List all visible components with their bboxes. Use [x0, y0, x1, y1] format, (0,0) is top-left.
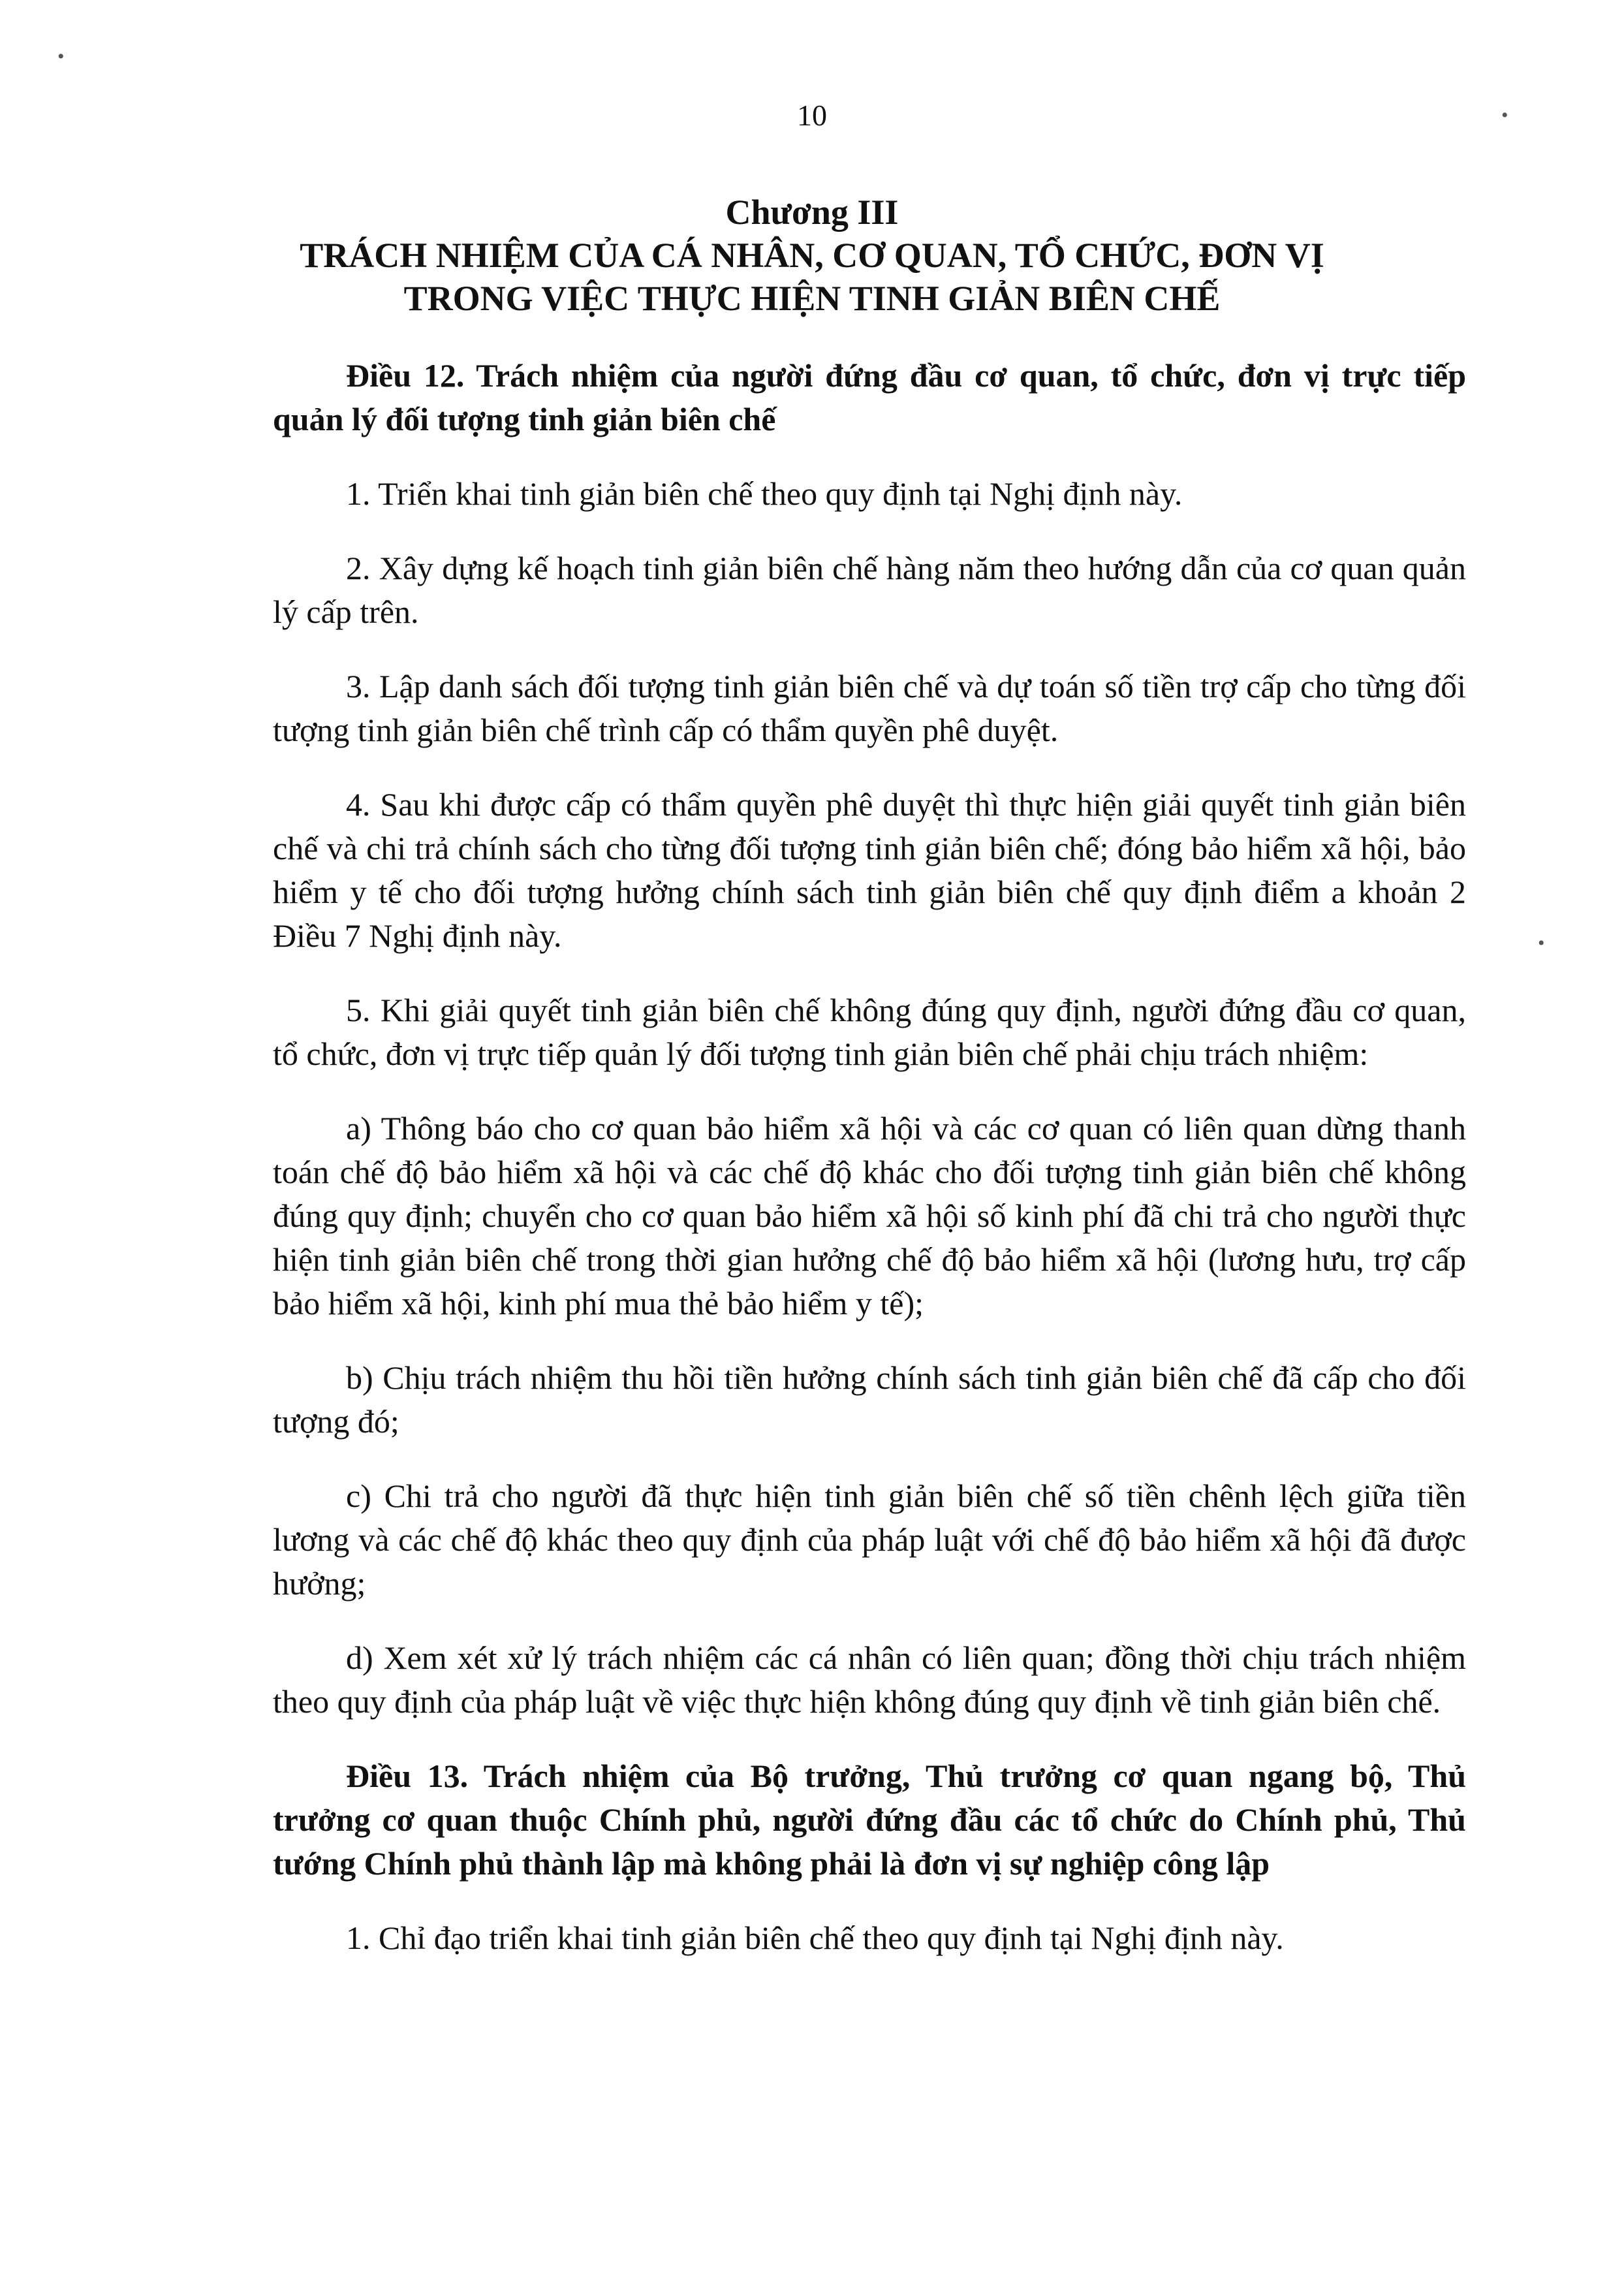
article-12-subitem-a: a) Thông báo cho cơ quan bảo hiểm xã hội và các cơ quan có liên quan dừng thanh toán chế độ bảo hiểm xã hội và các chế độ khác cho đối tượng tinh giản biên chế không đúng quy định; chuyển cho cơ quan bảo hiểm xã hội số kinh phí đã chi trả cho người thực hiện tinh giản biên chế trong thời gian hưởng chế độ bảo hiểm xã hội (lương hưu, trợ cấp bảo hiểm xã hội, kinh phí mua thẻ bảo hiểm y tế);	[273, 1110, 1466, 1321]
article-12-subitem-b: b) Chịu trách nhiệm thu hồi tiền hưởng chính sách tinh giản biên chế đã cấp cho đối tượng đó;	[273, 1359, 1466, 1440]
article-12-item-1: 1. Triển khai tinh giản biên chế theo quy định tại Nghị định này.	[346, 475, 1183, 512]
page-number: 10	[797, 99, 827, 132]
chapter-title-line-1: TRÁCH NHIỆM CỦA CÁ NHÂN, CƠ QUAN, TỔ CHỨC, ĐƠN VỊ	[300, 236, 1324, 275]
chapter-heading	[196, 191, 1428, 320]
article-12-item-5: 5. Khi giải quyết tinh giản biên chế không đúng quy định, người đứng đầu cơ quan, tổ chức, đơn vị trực tiếp quản lý đối tượng tinh giản biên chế phải chịu trách nhiệm:	[273, 992, 1466, 1072]
article-13-item-1: 1. Chỉ đạo triển khai tinh giản biên chế theo quy định tại Nghị định này.	[346, 1920, 1284, 1956]
article-12-item-3: 3. Lập danh sách đối tượng tinh giản biên chế và dự toán số tiền trợ cấp cho từng đối tượng tinh giản biên chế trình cấp có thẩm quyền phê duyệt.	[273, 668, 1466, 748]
scan-speck: •	[57, 46, 65, 67]
scan-speck: •	[1501, 104, 1508, 126]
article-12-item-4: 4. Sau khi được cấp có thẩm quyền phê duyệt thì thực hiện giải quyết tinh giản biên chế và chi trả chính sách cho từng đối tượng tinh giản biên chế; đóng bảo hiểm xã hội, bảo hiểm y tế cho đối tượng hưởng chính sách tinh giản biên chế quy định điểm a khoản 2 Điều 7 Nghị định này.	[273, 786, 1466, 954]
article-12-item-2: 2. Xây dựng kế hoạch tinh giản biên chế hàng năm theo hướng dẫn của cơ quan quản lý cấp trên.	[273, 550, 1466, 630]
chapter-title-line-2: TRONG VIỆC THỰC HIỆN TINH GIẢN BIÊN CHẾ	[403, 279, 1221, 318]
article-12-subitem-c: c) Chi trả cho người đã thực hiện tinh giản biên chế số tiền chênh lệch giữa tiền lương và các chế độ khác theo quy định của pháp luật với chế độ bảo hiểm xã hội đã được hưởng;	[273, 1477, 1466, 1602]
article-12-title: Điều 12. Trách nhiệm của người đứng đầu cơ quan, tổ chức, đơn vị trực tiếp quản lý đối tượng tinh giản biên chế	[273, 357, 1466, 437]
article-12-subitem-d: d) Xem xét xử lý trách nhiệm các cá nhân có liên quan; đồng thời chịu trách nhiệm theo quy định của pháp luật về việc thực hiện không đúng quy định về tinh giản biên chế.	[273, 1639, 1466, 1720]
document-body	[273, 354, 1466, 1991]
scan-speck: •	[1538, 932, 1545, 954]
chapter-label: Chương III	[725, 193, 899, 232]
article-13-title: Điều 13. Trách nhiệm của Bộ trưởng, Thủ trưởng cơ quan ngang bộ, Thủ trưởng cơ quan thuộc Chính phủ, người đứng đầu các tổ chức do Chính phủ, Thủ tướng Chính phủ thành lập mà không phải là đơn vị sự nghiệp công lập	[273, 1758, 1466, 1882]
